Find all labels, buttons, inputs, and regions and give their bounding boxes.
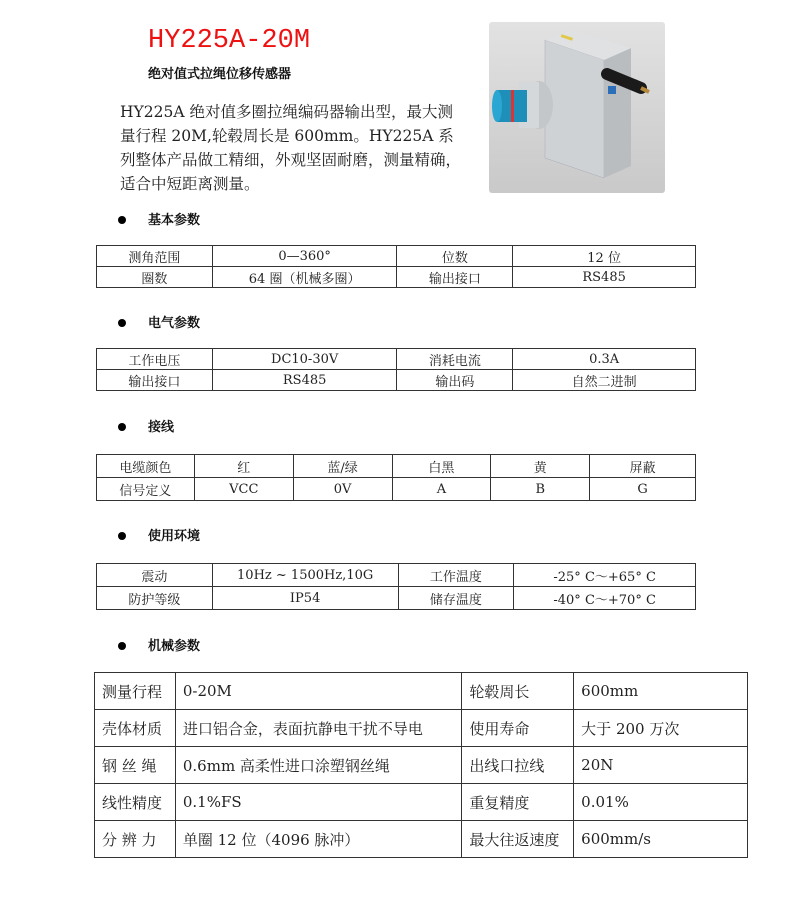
electrical-params-table [96,348,696,391]
section-heading-environment: 使用环境 [118,525,200,544]
section-heading-mechanical: 机械参数 [118,635,200,654]
table-cell: 测量行程 [95,673,176,710]
table-cell: 红 [194,455,293,478]
table-row [97,349,696,370]
table-cell: 轮毂周长 [462,673,574,710]
table-row [97,478,696,501]
table-cell: 0V [293,478,392,501]
bullet-icon [118,532,126,540]
table-cell: 大于 200 万次 [574,710,748,747]
table-row [97,455,696,478]
table-cell: 黄 [491,455,590,478]
table-cell: 单圈 12 位（4096 脉冲） [175,821,462,858]
table-cell: 重复精度 [462,784,574,821]
table-cell: IP54 [212,587,398,610]
table-cell: B [491,478,590,501]
table-row [95,784,748,821]
product-description: HY225A 绝对值多圈拉绳编码器输出型，最大测量行程 20M,轮毂周长是 600mm。HY225A 系列整体产品做工精细，外观坚固耐磨，测量精确，适合中短距离测量。 [120,103,462,193]
table-cell: 0-20M [175,673,462,710]
table-row [95,821,748,858]
table-cell: 20N [574,747,748,784]
bullet-icon [118,216,126,224]
table-row [95,673,748,710]
table-cell: 10Hz ~ 1500Hz,10G [212,564,398,587]
table-row [97,246,696,267]
table-cell: 0.1%FS [175,784,462,821]
table-row [97,587,696,610]
table-cell: 位数 [397,246,513,267]
table-cell: 最大往返速度 [462,821,574,858]
table-cell: A [392,478,491,501]
table-cell: -25° C～+65° C [514,564,696,587]
table-cell: 分 辨 力 [95,821,176,858]
basic-params-table [96,245,696,288]
table-cell: 蓝/绿 [293,455,392,478]
table-cell: 工作温度 [398,564,514,587]
table-row [97,267,696,288]
table-cell: 测角范围 [97,246,213,267]
bullet-icon [118,319,126,327]
table-cell: 震动 [97,564,213,587]
table-row [97,370,696,391]
table-cell: 线性精度 [95,784,176,821]
table-cell: 600mm/s [574,821,748,858]
table-cell: 输出接口 [397,267,513,288]
table-cell: 使用寿命 [462,710,574,747]
table-cell: 进口铝合金，表面抗静电干扰不导电 [175,710,462,747]
table-cell: 12 位 [513,246,696,267]
table-cell: 白黑 [392,455,491,478]
table-cell: 0—360° [212,246,397,267]
table-cell: RS485 [513,267,696,288]
table-cell: G [590,478,696,501]
wiring-table [96,454,696,501]
table-cell: 壳体材质 [95,710,176,747]
table-cell: 输出接口 [97,370,213,391]
product-title: HY225A-20M [148,26,311,56]
table-cell: 储存温度 [398,587,514,610]
table-cell: 工作电压 [97,349,213,370]
table-cell: VCC [194,478,293,501]
section-heading-electrical: 电气参数 [118,312,200,331]
table-cell: 0.01% [574,784,748,821]
table-cell: DC10-30V [212,349,397,370]
table-cell: 出线口拉线 [462,747,574,784]
table-row [97,564,696,587]
table-cell: 0.3A [513,349,696,370]
bullet-icon [118,642,126,650]
table-row [95,747,748,784]
section-heading-wiring: 接线 [118,416,174,435]
table-cell: 64 圈（机械多圈） [212,267,397,288]
table-cell: 防护等级 [97,587,213,610]
table-cell: 圈数 [97,267,213,288]
table-cell: -40° C～+70° C [514,587,696,610]
section-heading-basic: 基本参数 [118,209,200,228]
environment-table [96,563,696,610]
table-cell: RS485 [212,370,397,391]
table-cell: 输出码 [397,370,513,391]
encoder-product-illustration [489,22,665,193]
table-cell: 600mm [574,673,748,710]
product-image [489,22,665,193]
table-cell: 钢 丝 绳 [95,747,176,784]
table-cell: 自然二进制 [513,370,696,391]
table-row [95,710,748,747]
table-cell: 电缆颜色 [97,455,195,478]
table-cell: 0.6mm 高柔性进口涂塑钢丝绳 [175,747,462,784]
mechanical-params-table [94,672,748,858]
table-cell: 信号定义 [97,478,195,501]
bullet-icon [118,423,126,431]
table-cell: 消耗电流 [397,349,513,370]
product-subtitle: 绝对值式拉绳位移传感器 [148,67,292,82]
table-cell: 屏蔽 [590,455,696,478]
